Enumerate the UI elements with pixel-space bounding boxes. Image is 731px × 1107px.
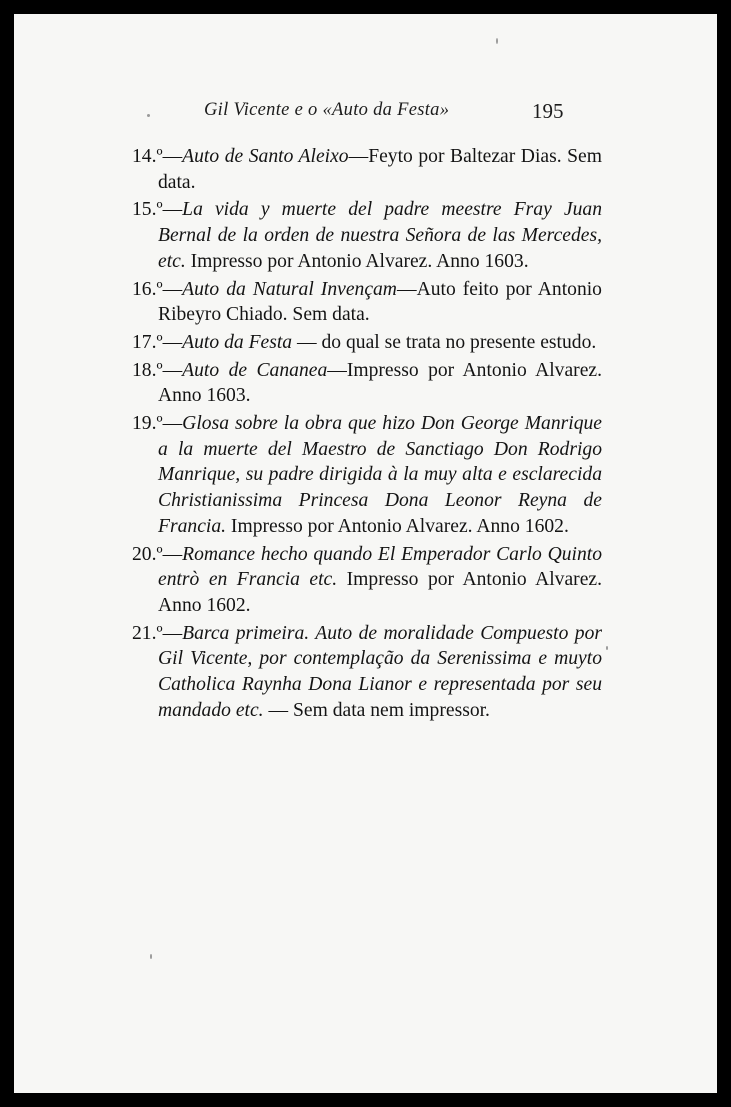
entry-title: Auto de Cananea bbox=[182, 359, 328, 381]
entry-note: —Impresso por Antonio Alvarez. Anno 1603. bbox=[158, 359, 602, 407]
running-title: Gil Vicente e o «Auto da Festa» bbox=[204, 100, 450, 120]
entry-number: 18.º bbox=[132, 359, 163, 381]
entry-note: Impresso por Antonio Alvarez. Anno 1602. bbox=[158, 569, 602, 616]
entry-title: Barca primeira. Auto de moralidade Compuesto por Gil Vicente, por contemplação da Serenissima e muyto Catholica Raynha Dona Lianor e representada por seu mandado etc. bbox=[158, 622, 602, 721]
paper-speck bbox=[496, 38, 498, 44]
entry-title: Auto da Festa bbox=[182, 331, 293, 353]
entry-note: Impresso por Antonio Alvarez. Anno 1603. bbox=[185, 250, 529, 272]
entry-number: 19.º bbox=[132, 413, 163, 435]
entry-number: 20.º bbox=[132, 543, 163, 565]
entry-note: —Auto feito por Antonio Ribeyro Chiado. Sem data. bbox=[158, 278, 602, 326]
list-item: 21.º—Barca primeira. Auto de moralidade Compuesto por Gil Vicente, por contemplação da Serenissima e muyto Catholica Raynha Dona Lianor e representada por seu mandado etc. — Sem data nem impressor. bbox=[132, 622, 602, 721]
entry-number: 14.º bbox=[132, 146, 163, 167]
entry-title: Auto de Santo Aleixo bbox=[182, 146, 349, 167]
entry-title: La vida y muerte del padre meestre Fray Juan Bernal de la orden de nuestra Señora de las Mercedes, etc. bbox=[158, 199, 602, 272]
entry-title: Glosa sobre la obra que hizo Don George Manrique a la muerte del Maestro de Sanctiago Don Rodrigo Manrique, su padre dirigida à la muy alta e esclarecida Christianissima Princesa Dona Leonor Reyna de Francia. bbox=[158, 413, 602, 537]
entry-number: 16.º bbox=[132, 278, 163, 300]
paper-speck bbox=[150, 954, 152, 959]
list-item: 15.º—La vida y muerte del padre meestre Fray Juan Bernal de la orden de nuestra Señora de las Mercedes, etc. Impresso por Antonio Alvarez. Anno 1603. bbox=[132, 199, 602, 272]
entry-number: 15.º bbox=[132, 199, 163, 221]
entry-number: 21.º bbox=[132, 622, 163, 644]
entry-title: Auto da Natural Invençam bbox=[182, 278, 397, 300]
entry-list bbox=[132, 144, 602, 725]
running-header bbox=[14, 100, 717, 130]
entry-note: Impresso por Antonio Alvarez. Anno 1602. bbox=[226, 515, 569, 537]
list-item: 20.º—Romance hecho quando El Emperador Carlo Quinto entrò en Francia etc. Impresso por Antonio Alvarez. Anno 1602. bbox=[132, 543, 602, 616]
list-item: 17.º—Auto da Festa — do qual se trata no presente estudo. bbox=[132, 331, 597, 353]
book-page bbox=[14, 14, 717, 1093]
entry-number: 17.º bbox=[132, 331, 163, 353]
list-item: 16.º—Auto da Natural Invençam—Auto feito por Antonio Ribeyro Chiado. Sem data. bbox=[132, 278, 602, 326]
list-item: 19.º—Glosa sobre la obra que hizo Don George Manrique a la muerte del Maestro de Sanctiago Don Rodrigo Manrique, su padre dirigida à la muy alta e esclarecida Christianissima Princesa Dona Leonor Reyna de Francia. Impresso por Antonio Alvarez. Anno 1602. bbox=[132, 413, 602, 537]
entry-note: — do qual se trata no presente estudo. bbox=[292, 331, 597, 353]
entry-title: Romance hecho quando El Emperador Carlo Quinto entrò en Francia etc. bbox=[158, 543, 602, 591]
entry-note: — Sem data nem impressor. bbox=[263, 699, 490, 721]
paper-speck bbox=[606, 646, 608, 650]
page-number: 195 bbox=[532, 99, 564, 123]
list-item: 18.º—Auto de Cananea—Impresso por Antonio Alvarez. Anno 1603. bbox=[132, 359, 602, 407]
list-item: 14.º—Auto de Santo Aleixo—Feyto por Baltezar Dias. Sem data. bbox=[132, 146, 602, 193]
entry-note: —Feyto por Baltezar Dias. Sem data. bbox=[158, 146, 602, 193]
